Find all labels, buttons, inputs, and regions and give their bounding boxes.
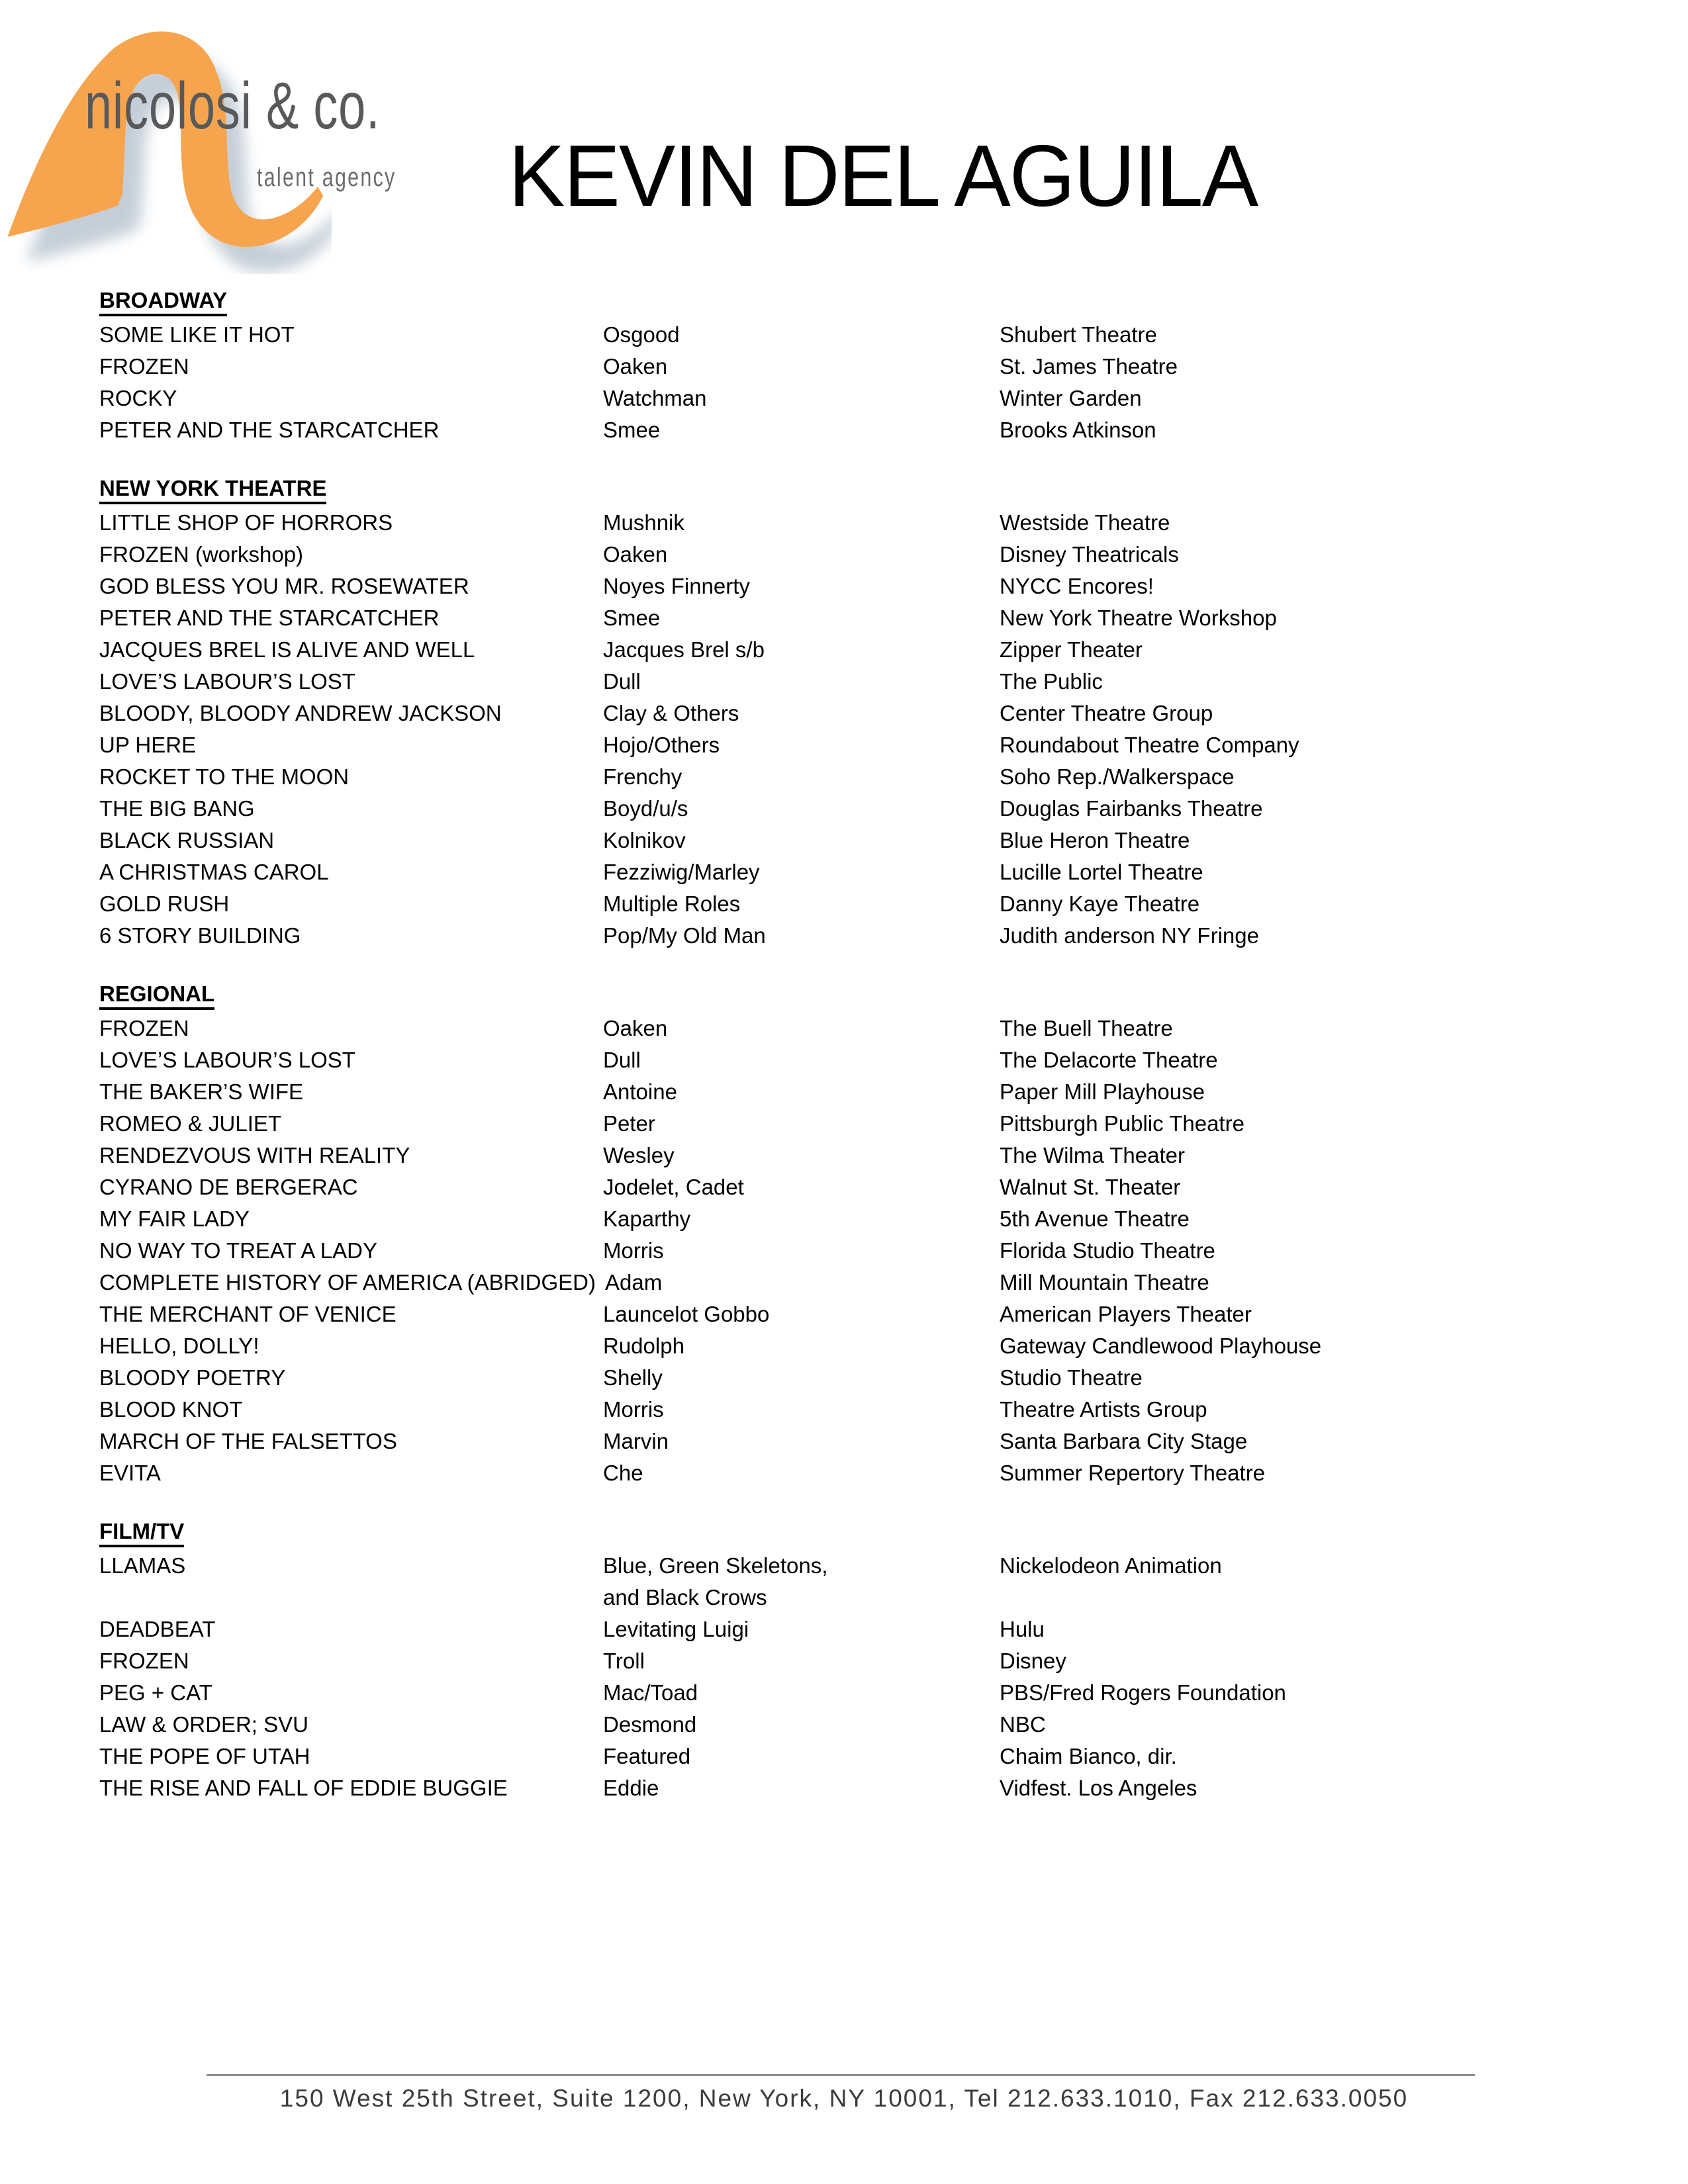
section-heading: [99, 978, 1662, 1013]
section-heading: [99, 473, 1662, 507]
credit-role: Oaken: [603, 1016, 668, 1040]
credit-title: SOME LIKE IT HOT: [99, 322, 295, 347]
credit-role: Mushnik: [603, 510, 684, 535]
credit-role: Blue, Green Skeletons,: [603, 1553, 828, 1578]
credit-venue: Mill Mountain Theatre: [1000, 1270, 1209, 1295]
credit-title: RENDEZVOUS WITH REALITY: [99, 1143, 410, 1167]
credit-venue: The Public: [1000, 669, 1103, 694]
credit-row: [99, 1235, 1662, 1267]
credit-row: [99, 1140, 1662, 1171]
credit-role: Clay & Others: [603, 701, 739, 725]
credit-row: [99, 1267, 1662, 1298]
section-rows: [99, 1013, 1662, 1489]
credit-title: HELLO, DOLLY!: [99, 1334, 259, 1358]
credit-role: Oaken: [603, 542, 668, 567]
credit-title: FROZEN: [99, 354, 189, 379]
credit-venue: Summer Repertory Theatre: [1000, 1461, 1266, 1485]
credit-title: FROZEN (workshop): [99, 542, 304, 567]
credit-venue: Studio Theatre: [1000, 1365, 1143, 1390]
credit-role: Morris: [603, 1238, 664, 1263]
credit-venue: NYCC Encores!: [1000, 574, 1154, 598]
credit-role: Pop/My Old Man: [603, 923, 766, 948]
credit-row: [99, 1044, 1662, 1076]
credit-row: [99, 856, 1662, 888]
credit-row: [99, 1426, 1662, 1457]
credit-venue: Disney Theatricals: [1000, 542, 1179, 567]
credit-row: [99, 825, 1662, 856]
credit-role: Eddie: [603, 1776, 659, 1800]
credit-row: [99, 698, 1662, 729]
credit-role: Peter: [603, 1111, 655, 1136]
credit-row: [99, 888, 1662, 920]
credit-row: [99, 319, 1662, 351]
credit-role: Frenchy: [603, 764, 682, 789]
credit-title: FROZEN: [99, 1016, 189, 1040]
credit-title: PETER AND THE STARCATCHER: [99, 418, 440, 442]
credit-role: Shelly: [603, 1365, 663, 1390]
credit-role: Adam: [604, 1270, 663, 1295]
credits-section: [99, 473, 1662, 952]
credit-role: Smee: [603, 418, 661, 442]
credit-venue: Lucille Lortel Theatre: [1000, 860, 1203, 884]
credit-role: Launcelot Gobbo: [603, 1302, 770, 1326]
credit-role: Troll: [603, 1649, 645, 1673]
credits-section: [99, 1516, 1662, 1804]
credit-title: BLOOD KNOT: [99, 1397, 243, 1422]
credit-role: Antoine: [603, 1079, 677, 1104]
credit-title: BLOODY, BLOODY ANDREW JACKSON: [99, 701, 502, 725]
credit-role: Osgood: [603, 322, 680, 347]
page-title: KEVIN DEL AGUILA: [508, 127, 1258, 224]
credit-title: DEADBEAT: [99, 1617, 216, 1641]
credit-row: [99, 1677, 1662, 1709]
credit-title: EVITA: [99, 1461, 161, 1485]
credit-venue: Walnut St. Theater: [1000, 1175, 1181, 1199]
credit-row: [99, 1330, 1662, 1362]
credit-title: ROCKY: [99, 386, 177, 410]
credit-title: COMPLETE HISTORY OF AMERICA (ABRIDGED): [99, 1270, 596, 1295]
credit-row: [99, 761, 1662, 793]
credit-title: A CHRISTMAS CAROL: [99, 860, 329, 884]
credit-title: BLOODY POETRY: [99, 1365, 286, 1390]
credit-venue: Roundabout Theatre Company: [1000, 733, 1299, 757]
credit-venue: Westside Theatre: [1000, 510, 1170, 535]
section-heading-text: FILM/TV: [99, 1520, 184, 1547]
credits-section: [99, 285, 1662, 446]
credit-title: LITTLE SHOP OF HORRORS: [99, 510, 393, 535]
credit-row: [99, 570, 1662, 602]
credit-row: [99, 539, 1662, 570]
footer-address: 150 West 25th Street, Suite 1200, New York, NY 10001, Tel 212.633.1010, Fax 212.633.0050: [279, 2085, 1409, 2112]
credit-role: and Black Crows: [603, 1585, 767, 1610]
credit-row: [99, 602, 1662, 634]
credit-venue: The Buell Theatre: [1000, 1016, 1173, 1040]
credit-venue: Florida Studio Theatre: [1000, 1238, 1215, 1263]
section-heading: [99, 1516, 1662, 1550]
credit-title: CYRANO DE BERGERAC: [99, 1175, 358, 1199]
credit-venue: Center Theatre Group: [1000, 701, 1213, 725]
credit-row: [99, 1108, 1662, 1140]
credit-row: [99, 1614, 1662, 1645]
credit-role: Kolnikov: [603, 828, 686, 852]
credit-venue: Blue Heron Theatre: [1000, 828, 1190, 852]
credit-role: Featured: [603, 1744, 691, 1768]
credit-venue: The Wilma Theater: [1000, 1143, 1185, 1167]
credits-list: [99, 285, 1662, 1804]
credit-row: [99, 729, 1662, 761]
credit-venue: Judith anderson NY Fringe: [1000, 923, 1259, 948]
credit-role: Desmond: [603, 1712, 697, 1737]
credit-role: Boyd/u/s: [603, 796, 688, 821]
credit-role: Oaken: [603, 354, 668, 379]
credit-row: [99, 634, 1662, 666]
credit-title: LOVE’S LABOUR’S LOST: [99, 1048, 355, 1072]
credit-venue: Nickelodeon Animation: [1000, 1553, 1222, 1578]
credit-title: 6 STORY BUILDING: [99, 923, 301, 948]
credit-title: UP HERE: [99, 733, 197, 757]
credit-venue: Brooks Atkinson: [1000, 418, 1156, 442]
agency-name: nicolosi & co.: [85, 69, 381, 143]
credit-role: Dull: [603, 669, 641, 694]
credit-row: [99, 1645, 1662, 1677]
credit-venue: Santa Barbara City Stage: [1000, 1429, 1248, 1453]
credit-title: MARCH OF THE FALSETTOS: [99, 1429, 397, 1453]
credit-role: Jacques Brel s/b: [603, 637, 765, 662]
credit-row: [99, 351, 1662, 383]
credit-venue: Douglas Fairbanks Theatre: [1000, 796, 1263, 821]
credit-title: THE BIG BANG: [99, 796, 255, 821]
credit-role: Multiple Roles: [603, 891, 741, 916]
credit-title: THE POPE OF UTAH: [99, 1744, 310, 1768]
credit-role: Wesley: [603, 1143, 675, 1167]
credit-title: PETER AND THE STARCATCHER: [99, 606, 440, 630]
footer-divider: [207, 2074, 1475, 2076]
credit-role: Kaparthy: [603, 1206, 691, 1231]
credit-venue: NBC: [1000, 1712, 1046, 1737]
credit-venue: Soho Rep./Walkerspace: [1000, 764, 1235, 789]
credit-role: Rudolph: [603, 1334, 684, 1358]
credit-row: [99, 1298, 1662, 1330]
section-rows: [99, 1550, 1662, 1804]
credit-title: GOLD RUSH: [99, 891, 230, 916]
credit-row: [99, 507, 1662, 539]
section-heading-text: NEW YORK THEATRE: [99, 477, 326, 504]
credit-venue: Disney: [1000, 1649, 1066, 1673]
credit-venue: Chaim Bianco, dir.: [1000, 1744, 1177, 1768]
credit-role: Fezziwig/Marley: [603, 860, 760, 884]
section-rows: [99, 507, 1662, 952]
credit-role: Che: [603, 1461, 643, 1485]
section-rows: [99, 319, 1662, 446]
credit-venue: 5th Avenue Theatre: [1000, 1206, 1190, 1231]
credit-role: Hojo/Others: [603, 733, 720, 757]
credit-row: [99, 1457, 1662, 1489]
credit-row: [99, 1171, 1662, 1203]
credit-title: THE RISE AND FALL OF EDDIE BUGGIE: [99, 1776, 508, 1800]
credit-venue: St. James Theatre: [1000, 354, 1178, 379]
credit-venue: Danny Kaye Theatre: [1000, 891, 1200, 916]
credit-title: MY FAIR LADY: [99, 1206, 250, 1231]
credit-role: Morris: [603, 1397, 664, 1422]
credit-row: [99, 1013, 1662, 1044]
credit-role: Noyes Finnerty: [603, 574, 750, 598]
credit-title: THE MERCHANT OF VENICE: [99, 1302, 397, 1326]
section-heading-text: REGIONAL: [99, 982, 214, 1010]
credit-row: [99, 1076, 1662, 1108]
credit-title: LLAMAS: [99, 1553, 186, 1578]
credit-venue: American Players Theater: [1000, 1302, 1252, 1326]
credit-row: [99, 793, 1662, 825]
credit-row: [99, 1709, 1662, 1741]
section-heading-text: BROADWAY: [99, 289, 227, 316]
credit-venue: New York Theatre Workshop: [1000, 606, 1277, 630]
credit-venue: Theatre Artists Group: [1000, 1397, 1207, 1422]
credit-title: ROCKET TO THE MOON: [99, 764, 350, 789]
credit-row: [99, 666, 1662, 698]
credit-role: Smee: [603, 606, 661, 630]
credit-title: PEG + CAT: [99, 1680, 212, 1705]
credits-section: [99, 978, 1662, 1489]
credit-title: GOD BLESS YOU MR. ROSEWATER: [99, 574, 469, 598]
credit-row: [99, 1741, 1662, 1772]
credit-row: [99, 1203, 1662, 1235]
credit-title: FROZEN: [99, 1649, 189, 1673]
credit-row: [99, 1772, 1662, 1804]
section-heading: [99, 285, 1662, 319]
credit-row: [99, 1362, 1662, 1394]
credit-venue: The Delacorte Theatre: [1000, 1048, 1218, 1072]
credit-title: THE BAKER’S WIFE: [99, 1079, 304, 1104]
credit-role: Watchman: [603, 386, 707, 410]
credit-title: LOVE’S LABOUR’S LOST: [99, 669, 355, 694]
credit-row: [99, 920, 1662, 952]
credit-venue: Pittsburgh Public Theatre: [1000, 1111, 1244, 1136]
agency-logo: [0, 0, 463, 278]
credit-title: JACQUES BREL IS ALIVE AND WELL: [99, 637, 475, 662]
credit-row: [99, 1582, 1662, 1614]
credit-role: Dull: [603, 1048, 641, 1072]
credit-venue: Gateway Candlewood Playhouse: [1000, 1334, 1322, 1358]
agency-tagline: talent agency: [257, 163, 397, 192]
credit-row: [99, 1394, 1662, 1426]
credit-role: Marvin: [603, 1429, 669, 1453]
credit-title: ROMEO & JULIET: [99, 1111, 282, 1136]
credit-title: BLACK RUSSIAN: [99, 828, 275, 852]
credit-title: NO WAY TO TREAT A LADY: [99, 1238, 377, 1263]
credit-title: LAW & ORDER; SVU: [99, 1712, 308, 1737]
credit-row: [99, 414, 1662, 446]
credit-venue: Zipper Theater: [1000, 637, 1143, 662]
credit-venue: Shubert Theatre: [1000, 322, 1157, 347]
credit-venue: Paper Mill Playhouse: [1000, 1079, 1205, 1104]
credit-role: Levitating Luigi: [603, 1617, 749, 1641]
credit-row: [99, 1550, 1662, 1582]
credit-row: [99, 383, 1662, 414]
credit-role: Mac/Toad: [603, 1680, 698, 1705]
credit-venue: Vidfest. Los Angeles: [1000, 1776, 1197, 1800]
credit-venue: PBS/Fred Rogers Foundation: [1000, 1680, 1286, 1705]
credit-venue: Winter Garden: [1000, 386, 1142, 410]
credit-venue: Hulu: [1000, 1617, 1045, 1641]
credit-role: Jodelet, Cadet: [603, 1175, 744, 1199]
